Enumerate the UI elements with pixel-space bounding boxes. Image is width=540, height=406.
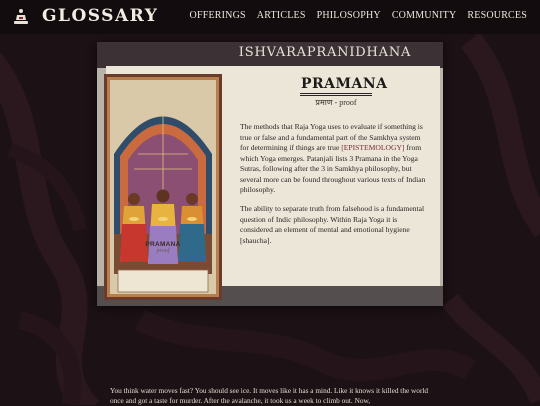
nav-articles[interactable]: ARTICLES (256, 10, 306, 21)
nav-offerings[interactable]: OFFERINGS (189, 10, 246, 21)
card-heading: ISHVARAPRANIDHANA (238, 45, 412, 60)
caption-subtitle: proof (156, 248, 170, 254)
lamp-icon[interactable] (12, 8, 30, 26)
term-subtitle: प्रमाण - proof (315, 98, 357, 107)
definition-paragraph-1 (240, 122, 430, 196)
title-underline-second (300, 95, 372, 96)
story-text: You think water moves fast? You should see ice. It moves like it has a mind. Like it knows it killed the world once and got a taste for murder. After the avalanche, it took us a week to climb out. Now, (110, 386, 429, 405)
nav-resources[interactable]: RESOURCES (467, 10, 527, 21)
definition-text-end: from which Yoga emerges. Patanjali lists 3 Pramana in the Yoga Sutras, following after the 3 in Samkhya philosophy, but several more can be found throughout various texts of Indian philosophy. (240, 143, 426, 194)
pramana-illustration (104, 74, 222, 300)
definition-paragraph-2: The ability to separate truth from falsehood is a fundamental question of Indic philosophy. Within Raja Yoga it is considered an element of mental and emotional hygiene [shaucha]. (240, 204, 425, 245)
card-header-bar (97, 42, 443, 68)
illustration-caption (120, 241, 206, 254)
site-title[interactable]: GLOSSARY (42, 6, 159, 26)
term-title: PRAMANA (301, 76, 388, 92)
nav-community[interactable]: COMMUNITY (391, 10, 457, 21)
top-navigation-bar (0, 0, 540, 34)
glossary-card (97, 42, 443, 306)
epistemology-link[interactable]: [EPISTEMOLOGY] (341, 143, 405, 152)
title-underline (300, 93, 372, 94)
nav-philosophy[interactable]: PHILOSOPHY (316, 10, 381, 21)
main-nav (190, 10, 527, 21)
caption-title: PRAMANA (145, 241, 181, 248)
definition-text-start: The methods that Raja Yoga uses to evaluate if something is true or false and a fundamental part of the Samkhya system for determining if things are true (240, 122, 423, 152)
